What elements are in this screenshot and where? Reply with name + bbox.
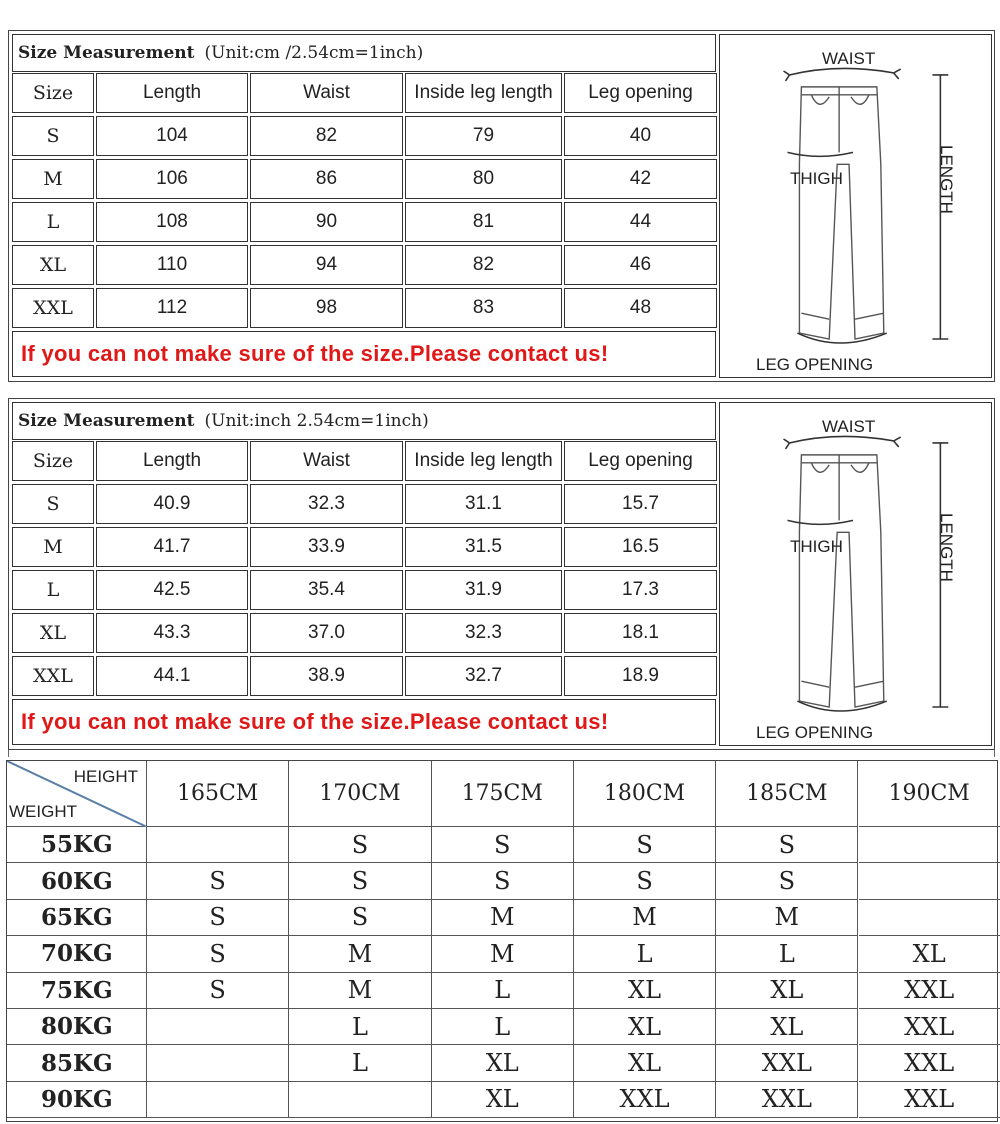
size-table-cm-panel	[8, 30, 995, 382]
unit-note: (Unit:inch 2.54cm=1inch)	[204, 411, 429, 431]
column-header: Size	[12, 441, 94, 481]
measurement-cell: 98	[250, 288, 403, 328]
measurement-cell: 38.9	[250, 656, 403, 696]
measurement-cell: 32.7	[405, 656, 562, 696]
recommended-size-cell	[859, 900, 1000, 936]
height-header-cell: 190CM	[859, 761, 1000, 827]
size-label-cell: M	[12, 527, 94, 567]
recommended-size-cell: XL	[859, 936, 1000, 972]
column-header: Length	[96, 73, 248, 113]
column-header: Size	[12, 73, 94, 113]
size-label-cell: XXL	[12, 656, 94, 696]
recommended-size-cell: XL	[432, 1082, 574, 1118]
leg-opening-label: LEG OPENING	[756, 355, 874, 374]
measurement-cell: 31.5	[405, 527, 562, 567]
recommended-size-cell: XXL	[859, 1082, 1000, 1118]
recommended-size-cell: XL	[716, 973, 858, 1009]
recommended-size-cell	[859, 863, 1000, 899]
column-header: Inside leg length	[405, 441, 562, 481]
recommended-size-cell: M	[289, 936, 431, 972]
measurement-cell: 33.9	[250, 527, 403, 567]
thigh-label: THIGH	[790, 169, 843, 188]
length-label: LENGTH	[937, 145, 956, 214]
recommended-size-cell	[147, 1009, 289, 1045]
size-label-cell: L	[12, 202, 94, 242]
measurement-cell: 79	[405, 116, 562, 156]
measurement-cell: 42.5	[96, 570, 248, 610]
recommended-size-cell: L	[289, 1009, 431, 1045]
recommended-size-cell: S	[716, 863, 858, 899]
recommended-size-cell: XXL	[574, 1082, 716, 1118]
recommended-size-cell: XXL	[859, 1045, 1000, 1081]
recommended-size-cell: S	[289, 900, 431, 936]
measurement-cell: 86	[250, 159, 403, 199]
recommended-size-cell: L	[432, 1009, 574, 1045]
measurement-cell: 110	[96, 245, 248, 285]
height-header-cell: 175CM	[432, 761, 574, 827]
measurement-cell: 35.4	[250, 570, 403, 610]
measurement-cell: 16.5	[564, 527, 717, 567]
recommended-size-cell: S	[432, 863, 574, 899]
size-label-cell: XXL	[12, 288, 94, 328]
recommended-size-cell: M	[289, 973, 431, 1009]
recommended-size-cell: S	[289, 827, 431, 863]
column-header: Waist	[250, 441, 403, 481]
unit-note: (Unit:cm /2.54cm=1inch)	[204, 43, 424, 63]
measurement-cell: 31.9	[405, 570, 562, 610]
measurement-cell: 82	[250, 116, 403, 156]
recommended-size-cell: S	[147, 863, 289, 899]
measurement-cell: 17.3	[564, 570, 717, 610]
table-title	[12, 34, 716, 72]
recommended-size-cell	[147, 1045, 289, 1081]
recommended-size-cell: XL	[574, 1009, 716, 1045]
size-label-cell: M	[12, 159, 94, 199]
weight-row-label: 60KG	[7, 863, 147, 899]
recommended-size-cell: XL	[574, 973, 716, 1009]
table-title-bold: Size Measurement	[18, 411, 195, 431]
size-label-cell: S	[12, 484, 94, 524]
measurement-cell: 81	[405, 202, 562, 242]
measurement-cell: 94	[250, 245, 403, 285]
size-label-cell: L	[12, 570, 94, 610]
recommended-size-cell: XXL	[716, 1082, 858, 1118]
weight-row-label: 80KG	[7, 1009, 147, 1045]
recommended-size-cell: M	[574, 900, 716, 936]
weight-row-label: 70KG	[7, 936, 147, 972]
height-header-cell: 180CM	[574, 761, 716, 827]
size-table-inch-panel	[8, 398, 995, 750]
recommended-size-cell: L	[716, 936, 858, 972]
recommended-size-cell: L	[289, 1045, 431, 1081]
height-header-cell: 185CM	[716, 761, 858, 827]
measurement-cell: 32.3	[250, 484, 403, 524]
recommended-size-cell: L	[432, 973, 574, 1009]
recommended-size-cell: S	[432, 827, 574, 863]
measurement-cell: 42	[564, 159, 717, 199]
recommended-size-cell: S	[147, 936, 289, 972]
measurement-cell: 18.9	[564, 656, 717, 696]
column-header: Leg opening	[564, 73, 717, 113]
column-header: Length	[96, 441, 248, 481]
measurement-cell: 112	[96, 288, 248, 328]
recommended-size-cell: XL	[432, 1045, 574, 1081]
recommended-size-cell: S	[574, 827, 716, 863]
weight-row-label: 65KG	[7, 900, 147, 936]
measurement-cell: 31.1	[405, 484, 562, 524]
recommended-size-cell: XL	[574, 1045, 716, 1081]
recommended-size-cell: XXL	[716, 1045, 858, 1081]
recommended-size-cell	[289, 1082, 431, 1118]
size-label-cell: XL	[12, 245, 94, 285]
measurement-cell: 41.7	[96, 527, 248, 567]
measurement-cell: 44.1	[96, 656, 248, 696]
measurement-cell: 82	[405, 245, 562, 285]
pants-measurement-diagram	[719, 402, 992, 746]
contact-warning: If you can not make sure of the size.Please contact us!	[12, 699, 716, 745]
recommended-size-cell: M	[432, 900, 574, 936]
pants-measurement-diagram	[719, 34, 992, 378]
measurement-cell: 46	[564, 245, 717, 285]
weight-row-label: 85KG	[7, 1045, 147, 1081]
measurement-cell: 15.7	[564, 484, 717, 524]
recommended-size-cell: S	[147, 973, 289, 1009]
recommended-size-cell: XXL	[859, 1009, 1000, 1045]
chart-corner-header	[7, 761, 147, 827]
corner-weight-label: WEIGHT	[9, 802, 77, 821]
measurement-cell: 18.1	[564, 613, 717, 653]
measurement-cell: 40.9	[96, 484, 248, 524]
height-header-cell: 165CM	[147, 761, 289, 827]
recommended-size-cell: M	[716, 900, 858, 936]
height-weight-size-chart	[6, 760, 998, 1122]
thigh-label: THIGH	[790, 537, 843, 556]
recommended-size-cell: XL	[716, 1009, 858, 1045]
measurement-cell: 80	[405, 159, 562, 199]
recommended-size-cell: S	[147, 900, 289, 936]
waist-label: WAIST	[822, 417, 876, 436]
measurement-cell: 40	[564, 116, 717, 156]
recommended-size-cell: XXL	[859, 973, 1000, 1009]
column-header: Leg opening	[564, 441, 717, 481]
measurement-cell: 37.0	[250, 613, 403, 653]
measurement-cell: 108	[96, 202, 248, 242]
recommended-size-cell: L	[574, 936, 716, 972]
waist-label: WAIST	[822, 49, 876, 68]
measurement-cell: 83	[405, 288, 562, 328]
contact-warning: If you can not make sure of the size.Please contact us!	[12, 331, 716, 377]
recommended-size-cell	[859, 827, 1000, 863]
recommended-size-cell: M	[432, 936, 574, 972]
column-header: Waist	[250, 73, 403, 113]
measurement-cell: 106	[96, 159, 248, 199]
recommended-size-cell: S	[716, 827, 858, 863]
weight-row-label: 55KG	[7, 827, 147, 863]
leg-opening-label: LEG OPENING	[756, 723, 874, 742]
recommended-size-cell	[147, 1082, 289, 1118]
recommended-size-cell	[147, 827, 289, 863]
weight-row-label: 75KG	[7, 973, 147, 1009]
measurement-cell: 104	[96, 116, 248, 156]
measurement-cell: 43.3	[96, 613, 248, 653]
weight-row-label: 90KG	[7, 1082, 147, 1118]
measurement-cell: 90	[250, 202, 403, 242]
size-label-cell: XL	[12, 613, 94, 653]
size-label-cell: S	[12, 116, 94, 156]
measurement-cell: 48	[564, 288, 717, 328]
recommended-size-cell: S	[289, 863, 431, 899]
corner-height-label: HEIGHT	[73, 767, 138, 786]
measurement-cell: 32.3	[405, 613, 562, 653]
height-header-cell: 170CM	[289, 761, 431, 827]
table-title	[12, 402, 716, 440]
recommended-size-cell: S	[574, 863, 716, 899]
length-label: LENGTH	[937, 513, 956, 582]
table-title-bold: Size Measurement	[18, 43, 195, 63]
measurement-cell: 44	[564, 202, 717, 242]
column-header: Inside leg length	[405, 73, 562, 113]
